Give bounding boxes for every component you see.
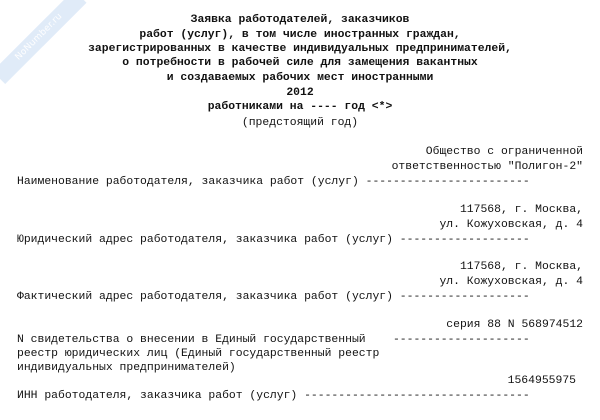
title-line-2: работ (услуг), в том числе иностранных граждан, — [139, 29, 461, 41]
title-line-1: Заявка работодателей, заказчиков — [190, 14, 410, 26]
employer-name-value-line-2: ответственностью "Полигон-2" — [391, 161, 583, 173]
legal-address-label: Юридический адрес работодателя, заказчика работ (услуг) ------------------- — [17, 234, 530, 246]
inn-value: 1564955975 — [507, 375, 576, 387]
title-line-5: и создаваемых рабочих мест иностранными — [166, 72, 434, 84]
actual-address-value-line-1: 117568, г. Москва, — [459, 261, 583, 273]
title-line-4: о потребности в рабочей силе для замещения вакантных — [122, 57, 478, 69]
actual-address-value-line-2: ул. Кожуховская, д. 4 — [439, 276, 583, 288]
year-hint: (предстоящий год) — [241, 117, 359, 129]
legal-address-value-line-1: 117568, г. Москва, — [459, 204, 583, 216]
certificate-label-line-3: индивидуальных предпринимателей) — [17, 362, 236, 374]
title-line-7: работниками на ---- год <*> — [207, 101, 393, 113]
certificate-label-line-2: реестр юридических лиц (Единый государственный реестр — [17, 348, 380, 360]
watermark-text: NoNumber.ru — [13, 11, 65, 63]
certificate-label-line-1: N свидетельства о внесении в Единый государственный -------------------- — [17, 334, 530, 346]
actual-address-label: Фактический адрес работодателя, заказчика работ (услуг) ------------------- — [17, 291, 530, 303]
title-year: 2012 — [286, 87, 314, 99]
certificate-value: серия 88 N 568974512 — [446, 319, 583, 331]
legal-address-value-line-2: ул. Кожуховская, д. 4 — [439, 219, 583, 231]
title-line-3: зарегистрированных в качестве индивидуальных предпринимателей, — [88, 43, 512, 55]
employer-name-value-line-1: Общество с ограниченной — [425, 146, 583, 158]
inn-label: ИНН работодателя, заказчика работ (услуг) --------------------------------- — [17, 390, 530, 402]
employer-name-label: Наименование работодателя, заказчика работ (услуг) ------------------------ — [17, 176, 530, 188]
